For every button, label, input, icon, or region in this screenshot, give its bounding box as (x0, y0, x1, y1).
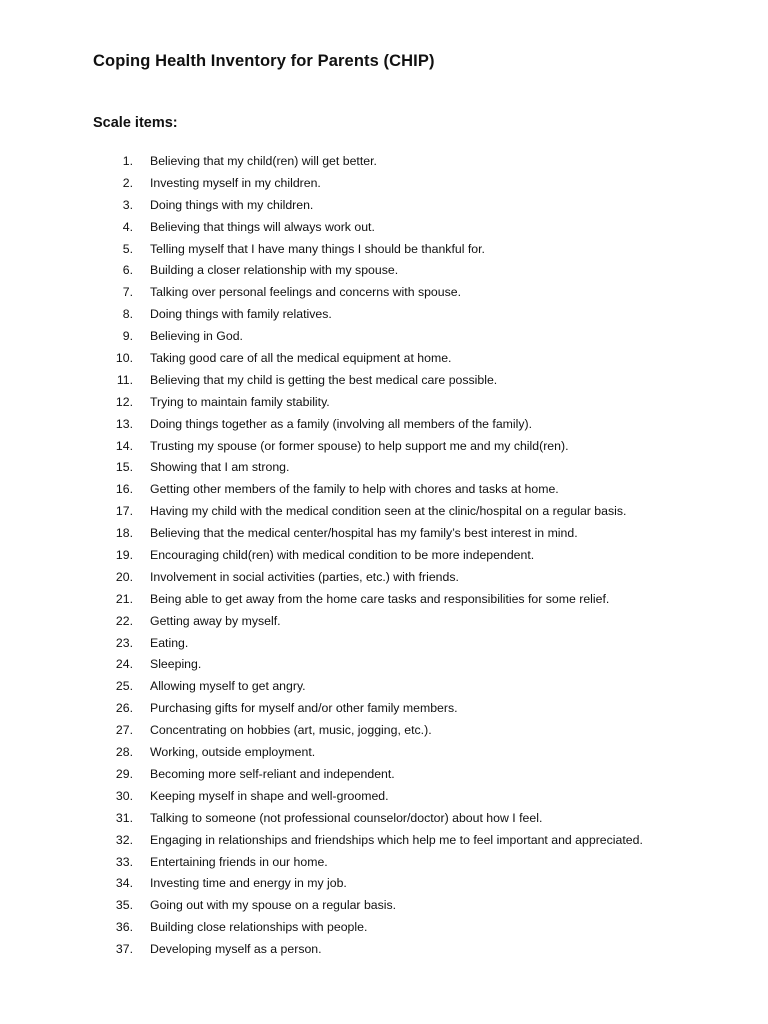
item-text: Encouraging child(ren) with medical condition to be more independent. (150, 548, 535, 563)
item-number: 29. (115, 766, 133, 781)
item-text: Involvement in social activities (parties, etc.) with friends. (150, 569, 459, 584)
item-text: Developing myself as a person. (150, 942, 322, 957)
item-number: 12. (115, 394, 133, 409)
item-number: 5. (122, 241, 133, 256)
item-text: Believing that things will always work out. (150, 219, 375, 234)
item-text: Talking to someone (not professional counselor/doctor) about how I feel. (150, 810, 543, 825)
item-text: Taking good care of all the medical equipment at home. (150, 351, 452, 366)
item-number: 36. (115, 920, 133, 935)
item-text: Building close relationships with people. (150, 920, 368, 935)
item-text: Going out with my spouse on a regular basis. (150, 898, 397, 913)
item-text: Working, outside employment. (150, 745, 316, 760)
item-text: Keeping myself in shape and well-groomed. (150, 788, 389, 803)
item-text: Doing things together as a family (involving all members of the family). (150, 416, 533, 431)
item-number: 25. (115, 679, 133, 694)
item-number: 32. (115, 832, 133, 847)
item-number: 17. (115, 504, 133, 519)
item-text: Trusting my spouse (or former spouse) to help support me and my child(ren). (150, 438, 569, 453)
item-number: 13. (115, 416, 133, 431)
item-text: Allowing myself to get angry. (150, 679, 306, 694)
item-number: 23. (115, 635, 133, 650)
item-text: Believing that my child is getting the best medical care possible. (150, 372, 498, 387)
item-number: 21. (115, 591, 133, 606)
item-number: 11. (116, 372, 133, 387)
item-text: Purchasing gifts for myself and/or other family members. (150, 701, 458, 716)
item-text: Investing time and energy in my job. (150, 876, 347, 891)
item-number: 4. (122, 219, 133, 234)
item-text: Talking over personal feelings and concerns with spouse. (150, 285, 462, 300)
item-number: 18. (115, 526, 133, 541)
item-text: Getting away by myself. (150, 613, 281, 628)
item-text: Believing that the medical center/hospital has my family’s best interest in mind. (150, 526, 578, 541)
item-text: Sleeping. (150, 657, 202, 672)
item-number: 35. (115, 898, 133, 913)
section-heading: Scale items: (93, 115, 178, 131)
item-text: Doing things with my children. (150, 197, 314, 212)
item-text: Trying to maintain family stability. (150, 394, 330, 409)
item-text: Doing things with family relatives. (150, 307, 332, 322)
item-number: 33. (115, 854, 133, 869)
item-text: Showing that I am strong. (150, 460, 290, 475)
item-number: 9. (122, 329, 133, 344)
item-number: 19. (115, 548, 133, 563)
item-number: 16. (115, 482, 133, 497)
item-number: 6. (122, 263, 133, 278)
item-text: Eating. (150, 635, 189, 650)
document-title: Coping Health Inventory for Parents (CHIP) (93, 52, 435, 70)
item-number: 37. (115, 942, 133, 957)
item-text: Being able to get away from the home care tasks and responsibilities for some relief. (150, 591, 610, 606)
item-text: Getting other members of the family to help with chores and tasks at home. (150, 482, 559, 497)
item-number: 15. (115, 460, 133, 475)
item-number: 10. (115, 351, 133, 366)
item-number: 24. (115, 657, 133, 672)
item-number: 31. (115, 810, 133, 825)
item-number: 28. (115, 745, 133, 760)
item-text: Engaging in relationships and friendships which help me to feel important and appreciated. (150, 832, 643, 847)
item-text: Investing myself in my children. (150, 175, 321, 190)
item-number: 22. (115, 613, 133, 628)
item-number: 30. (115, 788, 133, 803)
item-text: Believing in God. (150, 329, 243, 344)
item-text: Believing that my child(ren) will get better. (150, 154, 377, 168)
item-text: Concentrating on hobbies (art, music, jogging, etc.). (150, 723, 432, 738)
item-number: 20. (115, 569, 133, 584)
item-number: 2. (122, 175, 133, 190)
item-number: 8. (122, 307, 133, 322)
item-text: Having my child with the medical condition seen at the clinic/hospital on a regular basis. (150, 504, 627, 519)
item-text: Building a closer relationship with my spouse. (150, 263, 399, 278)
item-number: 26. (115, 701, 133, 716)
item-text: Telling myself that I have many things I should be thankful for. (150, 241, 485, 256)
item-number: 27. (115, 723, 133, 738)
item-text: Entertaining friends in our home. (150, 854, 328, 869)
item-number: 34. (115, 876, 133, 891)
item-number: 3. (122, 197, 133, 212)
item-text: Becoming more self-reliant and independent. (150, 766, 395, 781)
item-number: 14. (115, 438, 133, 453)
item-number: 1. (122, 154, 133, 168)
item-number: 7. (122, 285, 133, 300)
